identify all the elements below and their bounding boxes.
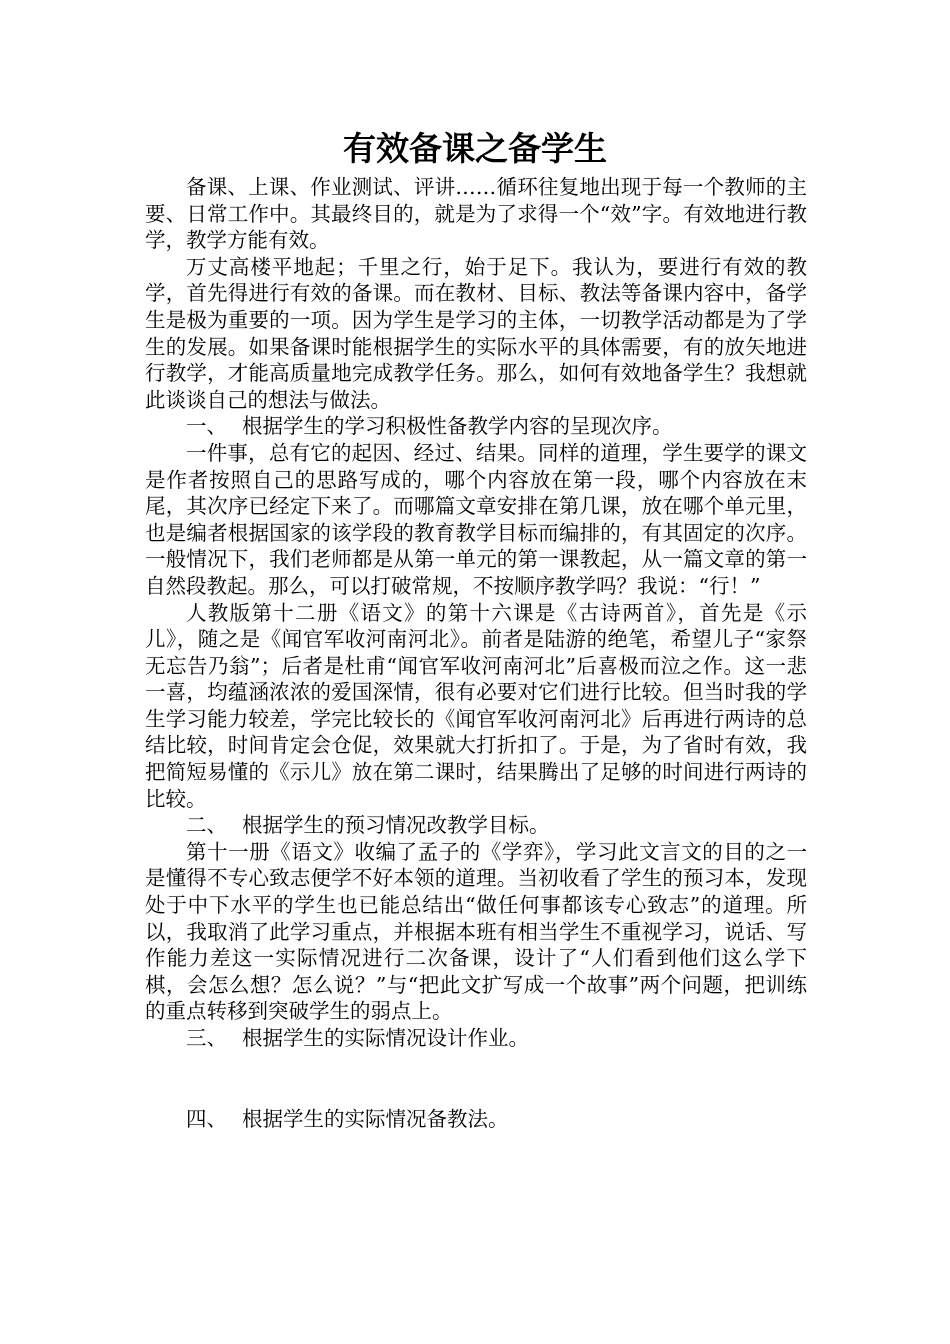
section-1-paragraph-2: 人教版第十二册《语文》的第十六课是《古诗两首》，首先是《示儿》，随之是《闻官军收河南河北》。前者是陆游的绝笔，希望儿子“家祭无忘告乃翁”；后者是杜甫“闻官军收河南河北”后喜极而泣之作。这一悲一喜，均蕴涵浓浓的爱国深情，很有必要对它们进行比较。但当时我的学生学习能力较差，学完比较长的《闻官军收河南河北》后再进行两诗的总结比较，时间肯定会仓促，效果就大打折扣了。于是，为了省时有效，我把简短易懂的《示儿》放在第二课时，结果腾出了足够的时间进行两诗的比较。 <box>145 600 807 811</box>
document-title: 有效备课之备学生 <box>343 129 607 168</box>
section-3-title: 根据学生的实际情况设计作业。 <box>242 1026 529 1050</box>
section-2-number: 二、 <box>186 813 227 838</box>
section-1-heading <box>145 413 807 440</box>
section-4-title: 根据学生的实际情况备教法。 <box>242 1106 509 1131</box>
blank-space <box>145 1052 807 1106</box>
section-2-heading <box>145 812 807 839</box>
document-body <box>145 174 807 1132</box>
intro-paragraph-1: 备课、上课、作业测试、评讲……循环往复地出现于每一个教师的主要、日常工作中。其最终目的，就是为了求得一个“效”字。有效地进行教学，教学方能有效。 <box>145 175 807 253</box>
section-2-title: 根据学生的预习情况改教学目标。 <box>242 813 550 838</box>
intro-paragraph-2: 万丈高楼平地起；千里之行，始于足下。我认为，要进行有效的教学，首先得进行有效的备课。而在教材、目标、教法等备课内容中，备学生是极为重要的一项。因为学生是学习的主体，一切教学活动都是为了学生的发展。如果备课时能根据学生的实际水平的具体需要，有的放矢地进行教学，才能高质量地完成教学任务。那么，如何有效地备学生？我想就此谈谈自己的想法与做法。 <box>145 254 807 412</box>
section-4-heading <box>145 1106 807 1133</box>
section-1-paragraph-1: 一件事，总有它的起因、经过、结果。同样的道理，学生要学的课文是作者按照自己的思路写成的，哪个内容放在第一段，哪个内容放在末尾，其次序已经定下来了。而哪篇文章安排在第几课，放在哪个单元里，也是编者根据国家的该学段的教育教学目标而编排的，有其固定的次序。一般情况下，我们老师都是从第一单元的第一课教起，从一篇文章的第一自然段教起。那么，可以打破常规，不按顺序教学吗？我说：“行！” <box>145 440 807 598</box>
section-4-number: 四、 <box>186 1106 227 1131</box>
section-3-heading <box>145 1025 807 1052</box>
section-1-title: 根据学生的学习积极性备教学内容的呈现次序。 <box>242 414 673 439</box>
section-3-number: 三、 <box>186 1026 227 1050</box>
section-1-number: 一、 <box>186 414 227 439</box>
section-2-paragraph-1: 第十一册《语文》收编了孟子的《学弈》，学习此文言文的目的之一是懂得不专心致志便学不好本领的道理。当初收看了学生的预习本，发现处于中下水平的学生也已能总结出“做任何事都该专心致志”的道理。所以，我取消了此学习重点，并根据本班有相当学生不重视学习，说话、写作能力差这一实际情况进行二次备课，设计了“人们看到他们这么学下棋，会怎么想？怎么说？”与“把此文扩写成一个故事”两个问题，把训练的重点转移到突破学生的弱点上。 <box>145 839 807 1024</box>
